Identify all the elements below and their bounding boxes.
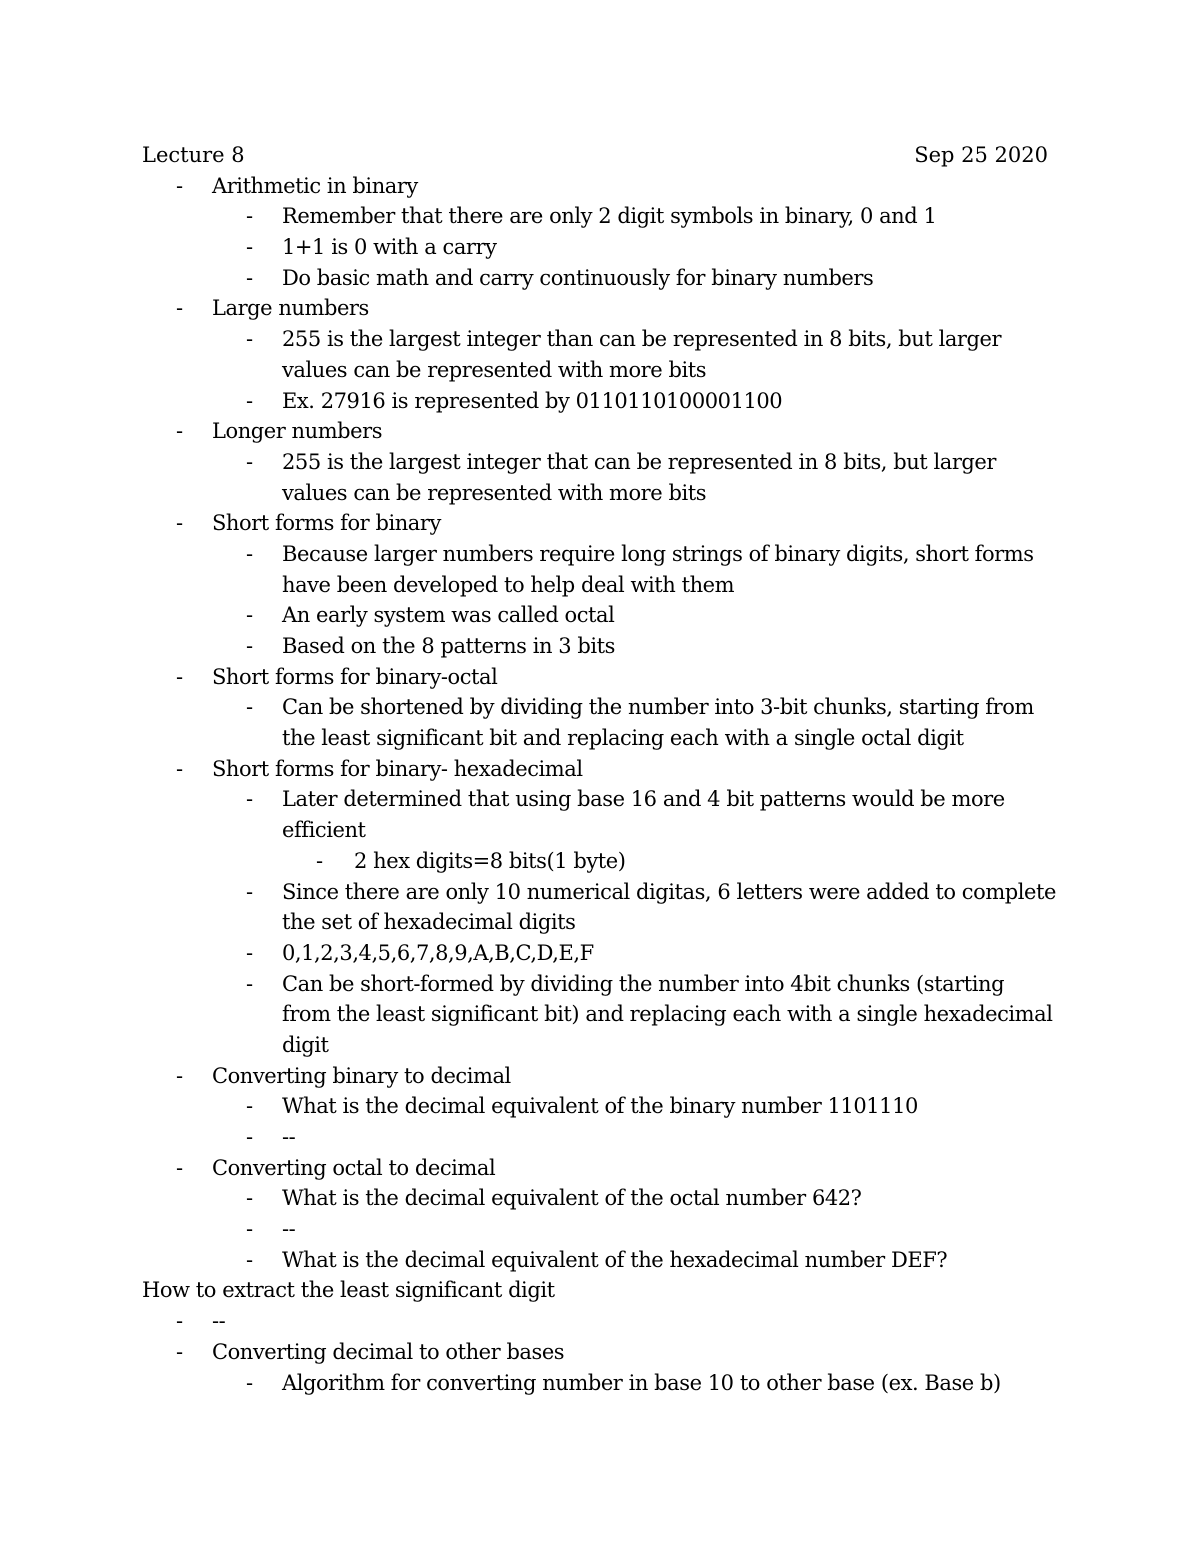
note-line xyxy=(0,386,1200,417)
note-line xyxy=(0,539,1200,570)
note-text: the least significant bit and replacing each with a single octal digit xyxy=(282,726,964,751)
bullet-dash: - xyxy=(176,511,183,536)
note-line xyxy=(0,999,1200,1030)
bullet-dash: - xyxy=(176,1155,183,1180)
note-text: What is the decimal equivalent of the octal number 642? xyxy=(282,1186,862,1211)
note-text: 0,1,2,3,4,5,6,7,8,9,A,B,C,D,E,F xyxy=(282,940,594,965)
note-line xyxy=(0,201,1200,232)
note-line xyxy=(0,846,1200,877)
note-text: digit xyxy=(282,1032,329,1057)
bullet-dash: - xyxy=(176,173,183,198)
note-text: What is the decimal equivalent of the binary number 1101110 xyxy=(282,1094,918,1119)
bullet-dash: - xyxy=(176,1339,183,1364)
note-line xyxy=(0,754,1200,785)
bullet-dash: - xyxy=(176,664,183,689)
note-line xyxy=(0,938,1200,969)
note-text: 255 is the largest integer that can be represented in 8 bits, but larger xyxy=(282,449,996,474)
bullet-dash: - xyxy=(246,388,253,413)
note-line xyxy=(0,723,1200,754)
bullet-dash: - xyxy=(246,971,253,996)
note-text: Remember that there are only 2 digit symbols in binary, 0 and 1 xyxy=(282,204,937,229)
note-line xyxy=(0,1153,1200,1184)
note-text: Can be short-formed by dividing the number into 4bit chunks (starting xyxy=(282,971,1005,996)
note-text: An early system was called octal xyxy=(282,603,615,628)
bullet-dash: - xyxy=(246,1186,253,1211)
note-text: Ex. 27916 is represented by 0110110100001100 xyxy=(282,388,783,413)
note-line xyxy=(0,508,1200,539)
bullet-dash: - xyxy=(246,879,253,904)
note-line xyxy=(0,1337,1200,1368)
note-text: values can be represented with more bits xyxy=(282,357,707,382)
note-line xyxy=(0,1275,1200,1306)
bullet-dash: - xyxy=(246,265,253,290)
note-line xyxy=(0,1214,1200,1245)
note-text: Since there are only 10 numerical digitas, 6 letters were added to complete xyxy=(282,879,1056,904)
note-text: have been developed to help deal with them xyxy=(282,572,735,597)
note-line xyxy=(0,1091,1200,1122)
note-text: 255 is the largest integer than can be represented in 8 bits, but larger xyxy=(282,327,1002,352)
bullet-dash: - xyxy=(246,695,253,720)
note-text: Short forms for binary xyxy=(212,511,441,536)
note-text: Converting octal to decimal xyxy=(212,1155,496,1180)
bullet-dash: - xyxy=(246,541,253,566)
bullet-dash: - xyxy=(246,940,253,965)
note-text: Short forms for binary-octal xyxy=(212,664,498,689)
note-text: Converting decimal to other bases xyxy=(212,1339,565,1364)
note-line xyxy=(0,263,1200,294)
note-text: Later determined that using base 16 and 4 bit patterns would be more xyxy=(282,787,1005,812)
bullet-dash: - xyxy=(246,787,253,812)
note-line xyxy=(0,1368,1200,1399)
note-text: How to extract the least significant digit xyxy=(142,1278,555,1303)
note-line xyxy=(0,416,1200,447)
note-text: Because larger numbers require long strings of binary digits, short forms xyxy=(282,541,1034,566)
note-line xyxy=(0,355,1200,386)
note-line xyxy=(0,1306,1200,1337)
bullet-dash: - xyxy=(246,1370,253,1395)
bullet-dash: - xyxy=(246,1247,253,1272)
bullet-dash: - xyxy=(246,1094,253,1119)
note-text: values can be represented with more bits xyxy=(282,480,707,505)
note-text: Based on the 8 patterns in 3 bits xyxy=(282,634,615,658)
note-text: efficient xyxy=(282,818,366,843)
note-text: -- xyxy=(212,1309,226,1334)
bullet-dash: - xyxy=(246,449,253,474)
bullet-dash: - xyxy=(176,1063,183,1088)
note-line xyxy=(0,293,1200,324)
bullet-dash: - xyxy=(246,634,253,658)
note-line xyxy=(0,600,1200,631)
bullet-dash: - xyxy=(176,419,183,444)
lecture-date: Sep 25 2020 xyxy=(914,143,1048,167)
note-line xyxy=(0,171,1200,202)
note-text: Arithmetic in binary xyxy=(212,173,418,198)
note-line xyxy=(0,907,1200,938)
note-line xyxy=(0,877,1200,908)
note-line xyxy=(0,570,1200,601)
note-text: Longer numbers xyxy=(212,419,383,444)
note-line xyxy=(0,969,1200,1000)
note-line xyxy=(0,447,1200,478)
note-line xyxy=(0,478,1200,509)
note-text: Large numbers xyxy=(212,296,369,321)
note-text: Converting binary to decimal xyxy=(212,1063,511,1088)
note-text: -- xyxy=(282,1217,296,1242)
bullet-dash: - xyxy=(176,296,183,321)
note-text: Short forms for binary- hexadecimal xyxy=(212,756,583,781)
bullet-dash: - xyxy=(246,1125,253,1149)
note-line xyxy=(0,1122,1200,1153)
note-text: Can be shortened by dividing the number into 3-bit chunks, starting from xyxy=(282,695,1034,720)
bullet-dash: - xyxy=(246,327,253,352)
note-line xyxy=(0,1183,1200,1214)
note-line xyxy=(0,1061,1200,1092)
note-text: What is the decimal equivalent of the hexadecimal number DEF? xyxy=(282,1247,948,1272)
bullet-dash: - xyxy=(176,756,183,781)
lecture-title: Lecture 8 xyxy=(142,143,245,167)
note-text: 2 hex digits=8 bits(1 byte) xyxy=(354,848,626,873)
page-header xyxy=(142,140,1048,171)
note-line xyxy=(0,815,1200,846)
bullet-dash: - xyxy=(176,1309,183,1334)
bullet-dash: - xyxy=(246,1217,253,1242)
bullet-dash: - xyxy=(246,204,253,229)
note-line xyxy=(0,631,1200,662)
note-text: the set of hexadecimal digits xyxy=(282,910,576,935)
note-line xyxy=(0,784,1200,815)
note-text: Algorithm for converting number in base 10 to other base (ex. Base b) xyxy=(282,1370,1001,1395)
notes-list xyxy=(0,171,1200,1399)
bullet-dash: - xyxy=(246,603,253,628)
note-line xyxy=(0,232,1200,263)
note-line xyxy=(0,1030,1200,1061)
note-line xyxy=(0,324,1200,355)
note-line xyxy=(0,662,1200,693)
bullet-dash: - xyxy=(316,848,323,873)
note-text: from the least significant bit) and replacing each with a single hexadecimal xyxy=(282,1002,1053,1027)
note-line xyxy=(0,1245,1200,1276)
note-text: Do basic math and carry continuously for binary numbers xyxy=(282,265,874,290)
note-line xyxy=(0,692,1200,723)
note-text: -- xyxy=(282,1125,296,1149)
note-text: 1+1 is 0 with a carry xyxy=(282,235,497,260)
bullet-dash: - xyxy=(246,235,253,260)
